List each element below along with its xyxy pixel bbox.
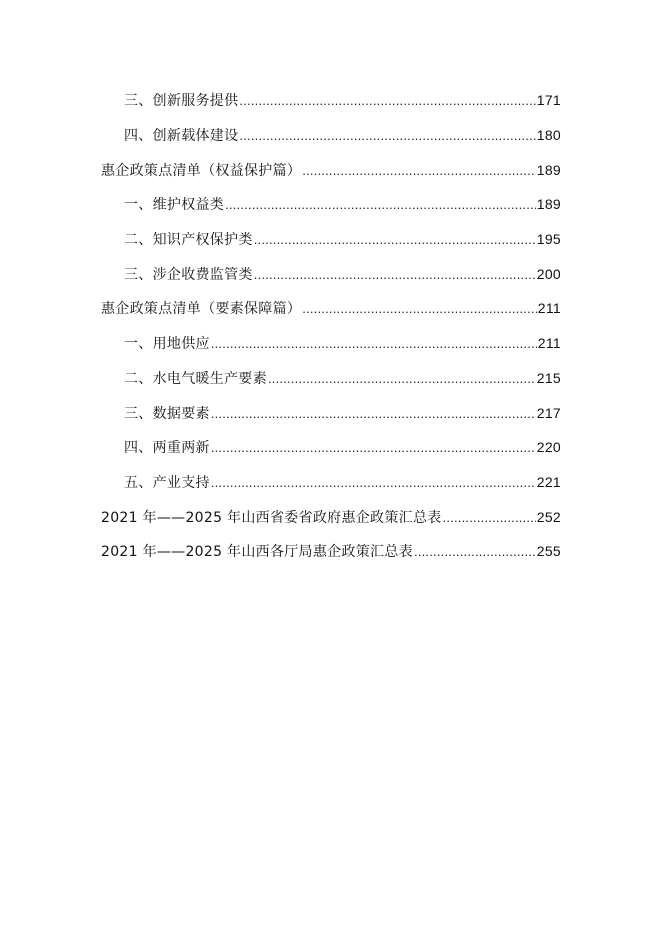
toc-entry-line [124, 229, 662, 249]
toc-dot-leader [302, 301, 537, 316]
toc-entry-line [124, 437, 662, 457]
toc-entry[interactable] [0, 187, 662, 222]
toc-entry-line [101, 298, 662, 318]
toc-entry-line [124, 333, 662, 353]
toc-entry[interactable] [0, 534, 662, 569]
toc-entry[interactable] [0, 395, 662, 430]
toc-page-number: 200 [536, 265, 561, 282]
toc-entry-line [124, 90, 662, 110]
toc-dot-leader [239, 128, 535, 143]
toc-page-number: 171 [536, 92, 561, 109]
toc-entry-title: 惠企政策点清单（权益保护篇） [101, 162, 302, 179]
toc-entry-title: 四、两重两新 [124, 440, 210, 457]
toc-entry-title: 2021 年——2025 年山西省委省政府惠企政策汇总表 [101, 509, 442, 526]
toc-entry-line [124, 472, 662, 492]
toc-entry-title: 二、水电气暖生产要素 [124, 370, 267, 387]
toc-page-number: 211 [537, 335, 561, 352]
toc-entry[interactable] [0, 222, 662, 257]
toc-entry[interactable] [0, 430, 662, 465]
toc-entry-title: 四、创新载体建设 [124, 128, 239, 145]
toc-entry-line [101, 507, 662, 527]
toc-page-number: 217 [536, 404, 561, 421]
toc-dot-leader [302, 163, 536, 178]
toc-entry[interactable] [0, 499, 662, 534]
toc-page-number: 252 [536, 508, 561, 525]
toc-entry-line [124, 368, 662, 388]
toc-entry-line [124, 264, 662, 284]
toc-entry-title: 2021 年——2025 年山西各厅局惠企政策汇总表 [101, 544, 413, 561]
toc-entry[interactable] [0, 361, 662, 396]
toc-entry[interactable] [0, 118, 662, 153]
toc-dot-leader [211, 440, 536, 455]
toc-entry[interactable] [0, 256, 662, 291]
toc-entry-line [124, 125, 662, 145]
toc-page-number: 215 [536, 369, 561, 386]
toc-page-number: 189 [536, 161, 561, 178]
toc-page-number: 220 [536, 439, 561, 456]
toc-entry-title: 三、创新服务提供 [124, 93, 239, 110]
toc-entry-title: 五、产业支持 [124, 474, 210, 491]
toc-page-number: 221 [536, 473, 561, 490]
toc-entry-title: 二、知识产权保护类 [124, 232, 253, 249]
toc-entry[interactable] [0, 83, 662, 118]
toc-dot-leader [211, 406, 536, 421]
toc-dot-leader [211, 336, 537, 351]
toc-dot-leader [254, 232, 536, 247]
toc-page-number: 211 [537, 300, 561, 317]
toc-entry[interactable] [0, 465, 662, 500]
toc-entry-title: 一、用地供应 [124, 336, 210, 353]
toc-entry-title: 惠企政策点清单（要素保障篇） [101, 301, 302, 318]
toc-dot-leader [225, 197, 536, 212]
toc-entry-line [101, 160, 662, 180]
table-of-contents [0, 83, 662, 569]
toc-entry[interactable] [0, 326, 662, 361]
toc-entry-title: 一、维护权益类 [124, 197, 225, 214]
toc-page-number: 189 [536, 196, 561, 213]
toc-dot-leader [268, 371, 536, 386]
toc-page-number: 180 [536, 127, 561, 144]
toc-entry-title: 三、涉企收费监管类 [124, 266, 253, 283]
toc-entry[interactable] [0, 152, 662, 187]
toc-dot-leader [443, 510, 536, 525]
toc-dot-leader [254, 267, 536, 282]
toc-dot-leader [211, 475, 536, 490]
toc-entry-line [101, 541, 662, 561]
toc-entry-line [124, 194, 662, 214]
toc-entry-line [124, 403, 662, 423]
toc-entry[interactable] [0, 291, 662, 326]
toc-dot-leader [414, 544, 536, 559]
toc-dot-leader [239, 93, 535, 108]
toc-entry-title: 三、数据要素 [124, 405, 210, 422]
toc-page-number: 195 [536, 231, 561, 248]
toc-page-number: 255 [536, 543, 561, 560]
